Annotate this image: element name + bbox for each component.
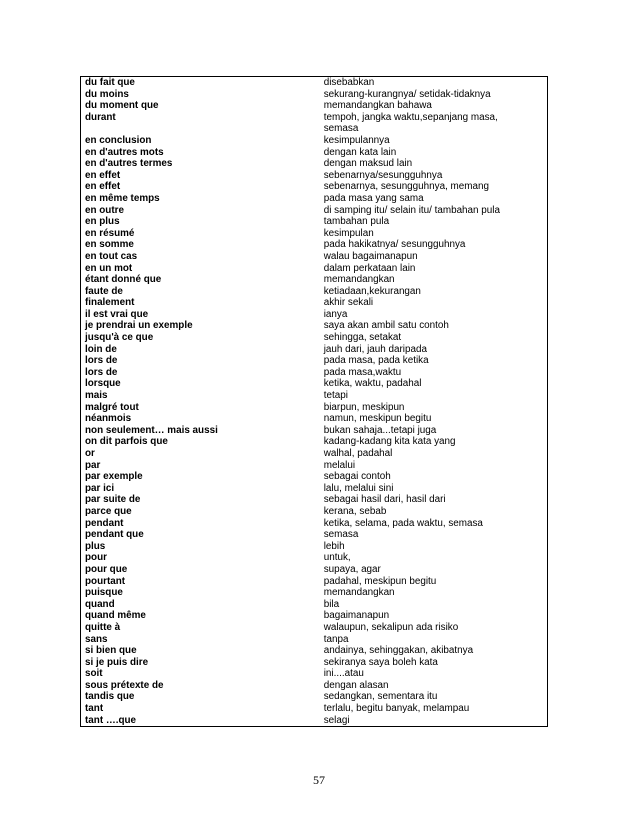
malay-translation: sekurang-kurangnya/ setidak-tidaknya [323,88,491,100]
french-phrase: du moment que [85,100,159,112]
malay-translation: kesimpulannya [323,134,390,146]
malay-translation: sebagai hasil dari, hasil dari [323,494,446,506]
french-phrase: sans [85,633,108,645]
table-row [81,309,548,321]
table-row [81,436,548,448]
french-phrase: non seulement… mais aussi [85,424,218,436]
table-row [81,123,548,135]
table-row [81,367,548,379]
french-phrase: pendant que [85,529,144,541]
malay-translation: akhir sekali [323,297,374,309]
malay-translation: sedangkan, sementara itu [323,691,438,703]
malay-translation: lalu, melalui sini [323,482,394,494]
table-row [81,610,548,622]
french-phrase: malgré tout [85,401,139,413]
malay-translation: kesimpulan [323,227,374,239]
table-row [81,541,548,553]
table-row [81,135,548,147]
malay-translation: walaupun, sekalipun ada risiko [323,621,459,633]
table-row [81,564,548,576]
french-phrase: étant donné que [85,274,162,286]
french-phrase: en d'autres termes [85,158,173,170]
table-row [81,228,548,240]
malay-translation: sekiranya saya boleh kata [323,656,438,668]
malay-translation: dengan maksud lain [323,158,413,170]
table-row [81,460,548,472]
table-body [81,77,548,727]
french-phrase: pendant [85,517,124,529]
malay-translation: bila [323,598,340,610]
table-row [81,344,548,356]
table-row [81,263,548,275]
malay-translation: sebenarnya, sesungguhnya, memang [323,181,489,193]
french-phrase: du moins [85,88,129,100]
malay-translation: selagi [323,714,350,726]
table-row [81,552,548,564]
table-row [81,77,548,89]
malay-translation: semasa [323,529,359,541]
table-row [81,448,548,460]
malay-translation: memandangkan [323,274,395,286]
french-phrase: pourtant [85,575,126,587]
table-row [81,100,548,112]
table-row [81,181,548,193]
french-phrase: pour que [85,563,128,575]
french-phrase: par exemple [85,471,143,483]
table-row [81,668,548,680]
table-row [81,576,548,588]
table-row [81,320,548,332]
table-row [81,471,548,483]
table-row [81,483,548,495]
table-row [81,332,548,344]
french-phrase: lors de [85,366,118,378]
malay-translation: namun, meskipun begitu [323,413,432,425]
table-row [81,402,548,414]
malay-translation: dengan kata lain [323,146,397,158]
table-row [81,506,548,518]
french-phrase: plus [85,540,106,552]
french-phrase: en même temps [85,192,160,204]
french-phrase: je prendrai un exemple [85,320,193,332]
table-row [81,251,548,263]
table-row [81,622,548,634]
malay-translation: sebenarnya/sesungguhnya [323,169,443,181]
table-row [81,170,548,182]
table-row [81,112,548,124]
phrase-translation-table [80,76,548,727]
french-phrase: on dit parfois que [85,436,168,448]
malay-translation: pada masa,waktu [323,366,402,378]
table-row [81,274,548,286]
table-row [81,390,548,402]
french-phrase: sous prétexte de [85,679,164,691]
french-phrase: en somme [85,239,134,251]
french-phrase: en effet [85,169,121,181]
french-phrase: par [85,459,101,471]
table-row [81,297,548,309]
malay-translation: melalui [323,459,356,471]
french-phrase: lorsque [85,378,121,390]
malay-translation: andainya, sehinggakan, akibatnya [323,645,474,657]
malay-translation: sehingga, setakat [323,332,402,344]
table-row [81,691,548,703]
malay-translation: ini....atau [323,668,364,680]
french-phrase: néanmois [85,413,132,425]
table-row [81,378,548,390]
french-phrase: or [85,448,95,459]
malay-translation: saya akan ambil satu contoh [323,320,449,332]
malay-translation: bukan sahaja...tetapi juga [323,424,437,436]
table-row [81,529,548,541]
table-row [81,703,548,715]
malay-translation: ketika, waktu, padahal [323,378,422,390]
malay-translation: jauh dari, jauh daripada [323,343,427,355]
malay-translation: sebagai contoh [323,471,391,483]
french-phrase: du fait que [85,77,135,88]
table-row [81,239,548,251]
malay-translation: di samping itu/ selain itu/ tambahan pula [323,204,500,216]
table-row [81,147,548,159]
table-row [81,413,548,425]
french-phrase: jusqu'à ce que [85,332,154,344]
table-row [81,680,548,692]
french-phrase: quitte à [85,621,121,633]
table-row [81,657,548,669]
french-phrase: durant [85,111,116,123]
malay-translation: bagaimanapun [323,610,390,622]
malay-translation: kadang-kadang kita kata yang [323,436,456,448]
malay-translation: tanpa [323,633,349,645]
malay-translation: pada masa, pada ketika [323,355,429,367]
malay-translation: disebabkan [323,77,375,88]
malay-translation: memandangkan bahawa [323,100,432,112]
french-phrase: si bien que [85,645,137,657]
french-phrase: en plus [85,216,120,228]
french-phrase: quand [85,598,115,610]
table-row [81,355,548,367]
french-phrase: tant ….que [85,714,137,726]
french-phrase: quand même [85,610,146,622]
malay-translation: padahal, meskipun begitu [323,575,437,587]
malay-translation: memandangkan [323,587,395,599]
page-number: 57 [313,773,325,787]
malay-translation: dengan alasan [323,679,389,691]
malay-translation: untuk, [323,552,351,564]
french-phrase: tandis que [85,691,135,703]
french-phrase: soit [85,668,103,680]
french-phrase [81,123,324,135]
french-phrase: loin de [85,343,117,355]
malay-translation: ketika, selama, pada waktu, semasa [323,517,483,529]
french-phrase: tant [85,703,104,715]
malay-translation: tambahan pula [323,216,390,228]
malay-translation: terlalu, begitu banyak, melampau [323,703,470,715]
malay-translation: kerana, sebab [323,505,387,517]
table-row [81,425,548,437]
french-phrase: il est vrai que [85,308,149,320]
malay-translation: tetapi [323,390,348,402]
table-row [81,494,548,506]
table-row [81,518,548,530]
table-row [81,158,548,170]
french-phrase: en résumé [85,227,135,239]
malay-translation: supaya, agar [323,563,381,575]
malay-translation: semasa [323,123,359,135]
french-phrase: si je puis dire [85,656,149,668]
malay-translation: ketiadaan,kekurangan [323,285,421,297]
french-phrase: en effet [85,181,121,193]
malay-translation: ianya [323,308,348,320]
table-row [81,599,548,611]
french-phrase: parce que [85,505,132,517]
french-phrase: en d'autres mots [85,146,164,158]
table-row [81,634,548,646]
french-phrase: en tout cas [85,250,138,262]
malay-translation: lebih [323,540,345,552]
french-phrase: en outre [85,204,124,216]
malay-translation: walhal, padahal [323,448,393,459]
french-phrase: par suite de [85,494,141,506]
malay-translation: pada masa yang sama [323,192,424,204]
malay-translation: dalam perkataan lain [323,262,416,274]
table-row [81,645,548,657]
french-phrase: finalement [85,297,135,309]
table-row [81,286,548,298]
table-row [81,89,548,101]
malay-translation: tempoh, jangka waktu,sepanjang masa, [323,111,498,123]
table-row [81,193,548,205]
french-phrase: par ici [85,482,115,494]
table-row [81,587,548,599]
french-phrase: pour [85,552,107,564]
french-phrase: lors de [85,355,118,367]
french-phrase: en conclusion [85,134,152,146]
malay-translation: walau bagaimanapun [323,250,418,262]
table-row [81,216,548,228]
french-phrase: faute de [85,285,123,297]
table-row [81,715,548,727]
french-phrase: puisque [85,587,123,599]
malay-translation: biarpun, meskipun [323,401,405,413]
table-row [81,205,548,217]
french-phrase: en un mot [85,262,133,274]
malay-translation: pada hakikatnya/ sesungguhnya [323,239,466,251]
french-phrase: mais [85,390,108,402]
